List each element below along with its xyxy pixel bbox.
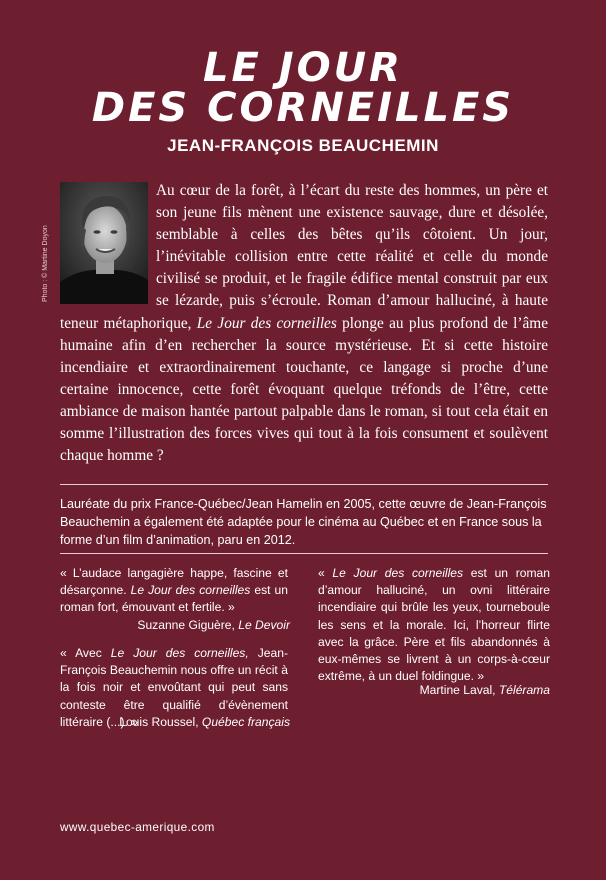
review-author: Suzanne Giguère, [137,618,239,632]
review-author: Louis Roussel, [119,715,202,729]
quote-text: « Avec [60,646,111,660]
review-quote-1 [60,565,288,617]
review-quote-3 [318,565,550,685]
author-name: JEAN-FRANÇOIS BEAUCHEMIN [167,136,439,155]
review-attribution-2 [60,714,290,731]
review-attribution-3 [318,682,550,699]
book-title-line1: LE JOUR [203,45,403,91]
prize-text: Lauréate du prix France-Québec/Jean Hamelin en 2005, cette œuvre de Jean-François Beauchemin a également été adaptée pour le cinéma au Québec et en France sous la forme d’un film d’animation, paru en 2012. [60,497,547,547]
quote-text: est un roman d’amour halluciné, un ovni littéraire incendiaire qui brûle les yeux, tourneboule les sens et la morale. Ici, l’horreur flirte avec la grâce. Père et fils abandonnés à eux-mêmes se livrent à un corps-à-cœur extrême, à un duel foldingue. » [318,566,550,684]
quote-text: est un roman fort, émouvant et fertile. » [60,583,288,615]
quote-text: Jean-François Beauchemin nous offre un récit à la fois noir et envoûtant qui peut sans conteste être qualifié d’évènement littéraire (...). » [60,646,288,729]
publisher-website[interactable]: www.quebec-amerique.com [60,820,215,834]
book-title-line2: DES CORNEILLES [91,85,515,131]
quote-text: « [318,566,333,580]
photo-credit: Photo : © Martine Doyon [42,225,49,302]
divider-bottom [60,553,548,554]
summary-title-italic: Le Jour des corneilles [196,314,337,332]
review-attribution-1 [60,617,290,634]
review-source: Québec français [201,715,290,729]
quote-italic: Le Jour des corneilles [130,583,251,598]
quote-italic: Le Jour des corneilles, [110,646,249,660]
review-author: Martine Laval, [419,683,499,697]
review-source: Le Devoir [238,618,290,632]
summary-part1: Au cœur de la forêt, à l’écart du reste des hommes, un père et son jeune fils mènent une existence sauvage, dure et désolée, semblable à celles des bêtes qu’ils côtoient. Un jour, l’inévitable collision entre cette réalité et celle du monde civilisé se produit, et le fragile édifice mental construit par eux se lézarde, puis s’écroule. Roman d’amour halluciné, à haute teneur métaphorique, [60,182,548,332]
divider-top [60,484,548,485]
review-source: Télérama [498,683,550,697]
quote-text: « L’audace langagière happe, fascine et désarçonne. [60,566,288,598]
quote-italic: Le Jour des corneilles [332,566,464,580]
book-summary [60,180,548,467]
summary-part2: plonge au plus profond de l’âme humaine afin d’en rechercher la source mystérieuse. Et si cette histoire incendiaire et extraordinairement touchante, ce langage si proche d’une certaine innocence, cette forêt évoquant quelque tréfonds de l’être, cette ambiance de maison hantée partout palpable dans le roman, si tout cela était en somme l’illustration des forces vives qui tout à la fois consument et soulèvent chaque homme ? [60,314,548,465]
photo-spacer [60,180,152,310]
